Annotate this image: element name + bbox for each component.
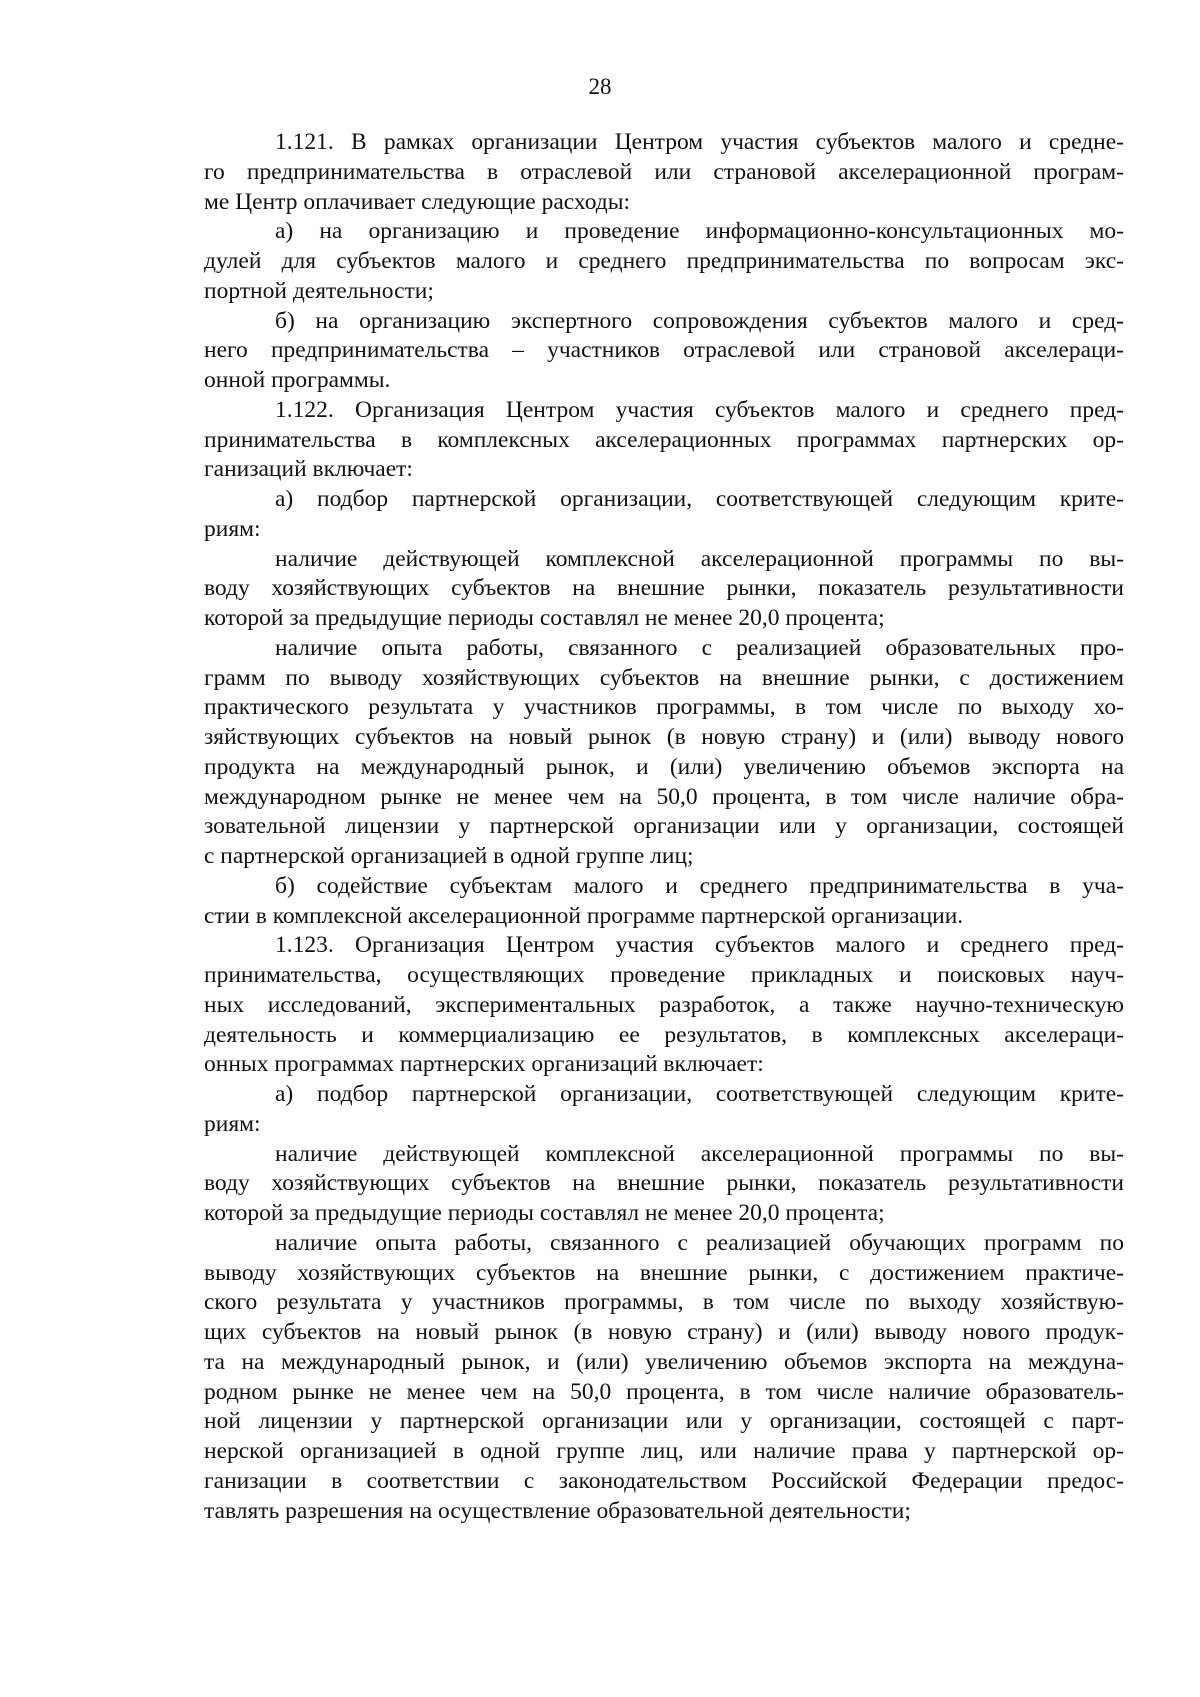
text-line: а) подбор партнерской организации, соответствующей следующим крите- [275,1081,1124,1107]
text-line: стии в комплексной акселерационной программе партнерской организации. [204,902,964,929]
text-line: а) подбор партнерской организации, соответствующей следующим крите- [275,486,1124,512]
text-line: онных программах партнерских организаций включает: [204,1051,764,1078]
paragraph [204,217,1124,306]
paragraph [204,1080,1124,1140]
text-line: дулей для субъектов малого и среднего предпринимательства по вопросам экс- [204,248,1124,274]
text-line: 1.123. Организация Центром участия субъектов малого и среднего пред- [275,932,1124,959]
paragraph [204,307,1124,396]
text-line: продукта на международный рынок, и (или) увеличению объемов экспорта на [204,753,1124,780]
text-line: деятельность и коммерциализацию ее результатов, в комплексных акселераци- [204,1021,1124,1048]
paragraph [204,1140,1124,1229]
text-line: тавлять разрешения на осуществление образовательной деятельности; [204,1497,911,1524]
text-line: него предпринимательства – участников отраслевой или страновой акселераци- [204,337,1124,364]
text-line: с партнерской организацией в одной группе лиц; [204,843,694,869]
text-line: грамм по выводу хозяйствующих субъектов на внешние рынки, с достижением [204,664,1124,691]
text-line: 1.121. В рамках организации Центром участия субъектов малого и средне- [275,129,1124,155]
text-line: наличие действующей комплексной акселерационной программы по вы- [275,545,1124,572]
text-line: которой за предыдущие периоды составлял не менее 20,0 процента; [204,605,885,631]
text-line: наличие опыта работы, связанного с реализацией обучающих программ по [275,1229,1124,1256]
text-line: онной программы. [204,367,391,393]
paragraph [204,485,1124,545]
text-line: принимательства, осуществляющих проведение прикладных и поисковых науч- [204,962,1124,988]
text-line: практического результата у участников программы, в том числе по выходу хо- [204,694,1124,721]
text-line: международном рынке не менее чем на 50,0 процента, в том числе наличие обра- [204,783,1124,810]
text-line: риям: [204,515,261,542]
page-number: 28 [588,74,612,99]
document-body [204,128,1124,1526]
text-line: ме Центр оплачивает следующие расходы: [204,188,631,215]
paragraph [204,545,1124,634]
text-line: ганизаций включает: [204,456,413,483]
text-line: воду хозяйствующих субъектов на внешние рынки, показатель результативности [204,1170,1124,1197]
text-line: наличие опыта работы, связанного с реализацией образовательных про- [275,634,1124,661]
text-line: нерской организацией в одной группе лиц, или наличие права у партнерской ор- [204,1438,1124,1464]
text-line: родном рынке не менее чем на 50,0 процента, в том числе наличие образователь- [204,1378,1124,1405]
text-line: которой за предыдущие периоды составлял не менее 20,0 процента; [204,1200,885,1226]
text-line: а) на организацию и проведение информационно-консультационных мо- [275,218,1124,245]
text-line: б) на организацию экспертного сопровождения субъектов малого и сред- [275,307,1124,334]
paragraph [204,931,1124,1080]
paragraph [204,396,1124,485]
text-line: принимательства в комплексных акселерационных программах партнерских ор- [204,426,1124,453]
text-line: выводу хозяйствующих субъектов на внешние рынки, с достижением практиче- [204,1259,1124,1286]
text-line: воду хозяйствующих субъектов на внешние рынки, показатель результативности [204,575,1124,602]
text-line: портной деятельности; [204,277,434,304]
paragraph [204,1229,1124,1527]
text-line: ной лицензии у партнерской организации или у организации, состоящей с парт- [204,1408,1124,1435]
text-line: ского результата у участников программы, в том числе по выходу хозяйствую- [204,1289,1124,1316]
text-line: ганизации в соответствии с законодательством Российской Федерации предос- [204,1467,1124,1494]
paragraph [204,634,1124,872]
text-line: щих субъектов на новый рынок (в новую страну) и (или) выводу нового продук- [204,1319,1124,1345]
text-line: зовательной лицензии у партнерской организации или у организации, состоящей [204,813,1124,840]
text-line: наличие действующей комплексной акселерационной программы по вы- [275,1140,1124,1167]
paragraph [204,872,1124,932]
text-line: риям: [204,1110,261,1137]
text-line: та на международный рынок, и (или) увеличению объемов экспорта на междуна- [204,1348,1124,1375]
paragraph [204,128,1124,217]
text-line: ных исследований, экспериментальных разработок, а также научно-техническую [204,991,1124,1018]
text-line: го предпринимательства в отраслевой или страновой акселерационной програм- [204,158,1124,185]
text-line: 1.122. Организация Центром участия субъектов малого и среднего пред- [275,396,1124,423]
text-line: зяйствующих субъектов на новый рынок (в новую страну) и (или) выводу нового [204,724,1124,750]
text-line: б) содействие субъектам малого и среднего предпринимательства в уча- [275,872,1124,899]
